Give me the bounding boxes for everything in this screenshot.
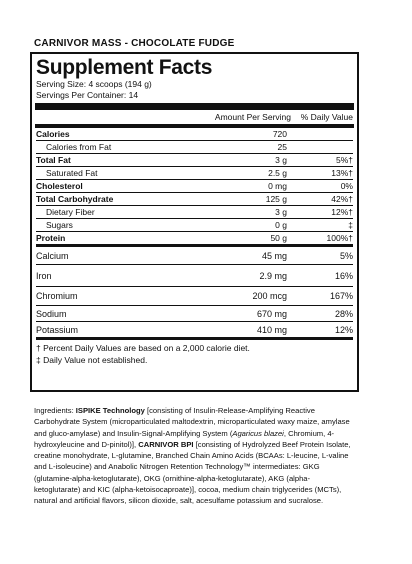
nutrient-row [36,128,353,141]
nutrient-dv: 5%† [335,155,353,165]
ingredients-label: Ingredients: [34,406,76,415]
nutrient-amount: 25 [277,142,287,152]
footnote-percent-dv: † Percent Daily Values are based on a 2,000 calorie diet. [36,343,250,353]
nutrient-dv: 0% [340,181,353,191]
daily-value-header: % Daily Value [300,112,353,122]
nutrient-amount: 125 g [265,194,287,204]
nutrient-name: Potassium [36,324,79,335]
nutrient-amount: 2.5 g [268,168,287,178]
supplement-facts-panel [30,52,359,392]
product-title: CARNIVOR MASS - CHOCOLATE FUDGE [34,38,235,49]
serving-size: Serving Size: 4 scoops (194 g) [36,79,152,89]
ingredients-text [34,405,354,507]
nutrient-amount: 2.9 mg [259,270,287,281]
nutrient-name: Sugars [46,220,73,230]
nutrient-name: Total Carbohydrate [36,194,114,204]
nutrient-row [36,193,353,206]
nutrient-name: Sodium [36,308,67,319]
nutrient-name: Cholesterol [36,181,83,191]
nutrient-amount: 670 mg [256,308,287,319]
nutrient-dv: 28% [334,308,353,319]
panel-title: Supplement Facts [36,56,213,79]
nutrient-dv: 12% [334,324,353,335]
nutrient-name: Total Fat [36,155,71,165]
nutrient-row [36,141,353,154]
thick-divider [35,103,354,110]
nutrient-dv: 42%† [331,194,353,204]
nutrient-row [36,180,353,193]
nutrient-dv: 12%† [331,207,353,217]
nutrient-amount: 0 mg [268,181,287,191]
nutrient-name: Calcium [36,250,69,261]
nutrient-name: Dietary Fiber [46,207,95,217]
nutrient-row [36,322,353,340]
nutrient-amount: 200 mcg [252,291,287,301]
nutrient-dv: 100%† [326,233,353,243]
nutrient-amount: 3 g [275,155,287,165]
nutrient-name: Saturated Fat [46,168,98,178]
nutrient-amount: 410 mg [256,324,287,335]
agaricus-name: Agaricus blazei [232,428,284,438]
servings-per-container: Servings Per Container: 14 [36,89,139,100]
ingredients-part-3: [consisting of Hydrolyzed Beef Protein Isolate, creatine monohydrate, L-glutamine, Branched Chain Amino Acids (BCAAs: L-leucine, L-valine and L-isoleucine) and Anabolic Nitrogen Retention Technology™ intermediates: GKG (glutamine-alpha-ketoglutarate), OKG (ornithine-alpha-ketoglutarate), AKG (alpha-ketoglutarate) and KIC (alpha-ketoisocaproate)], cocoa, medium chain triglycerides (MCTs), natural and artificial flavors, silicon dioxide, salt, acesulfame potassium and sucralose. [34,439,351,506]
amount-per-serving-header: Amount Per Serving [214,112,291,122]
nutrient-row [36,154,353,167]
nutrient-dv: 5% [339,250,353,261]
nutrient-name: Iron [36,270,52,281]
nutrient-amount: 0 g [275,220,287,230]
nutrient-row [36,206,353,219]
nutrient-name: Protein [36,233,66,243]
footnote-dv-not-established: ‡ Daily Value not established. [36,355,148,365]
carnivor-bpi-name: CARNIVOR BPI [138,439,194,449]
nutrient-name: Calories from Fat [46,142,112,152]
nutrient-rows [36,128,353,340]
ingredients-part-1: [consisting of Insulin-Release-Amplifying Reactive Carbohydrate System (microparticulated maltodextrin, microparticulated waxy maize, amylase and gluco-amylase) and Insulin-Signal-Amplifying System ( [34,406,350,438]
nutrient-amount: 50 g [270,233,287,243]
nutrient-amount: 45 mg [261,250,287,261]
nutrient-dv: 167% [329,291,353,301]
nutrient-amount: 720 [272,129,287,139]
nutrient-name: Calories [36,129,70,139]
nutrient-dv: 13%† [331,168,353,178]
nutrient-row [36,167,353,180]
nutrient-row [36,232,353,247]
nutrient-dv: ‡ [348,220,353,230]
ispike-technology-name: ISPIKE Technology [75,406,145,415]
nutrient-row [36,247,353,265]
nutrient-dv: 16% [334,270,353,281]
ingredients-part-2: , Chromium, 4-hydroxyleucine and D-pinitol)], [34,428,335,449]
nutrient-row [36,306,353,322]
nutrient-name: Chromium [36,291,78,301]
nutrient-amount: 3 g [275,207,287,217]
nutrient-row [36,219,353,232]
nutrient-row [36,265,353,287]
nutrient-row [36,287,353,306]
column-header-row [36,110,353,124]
